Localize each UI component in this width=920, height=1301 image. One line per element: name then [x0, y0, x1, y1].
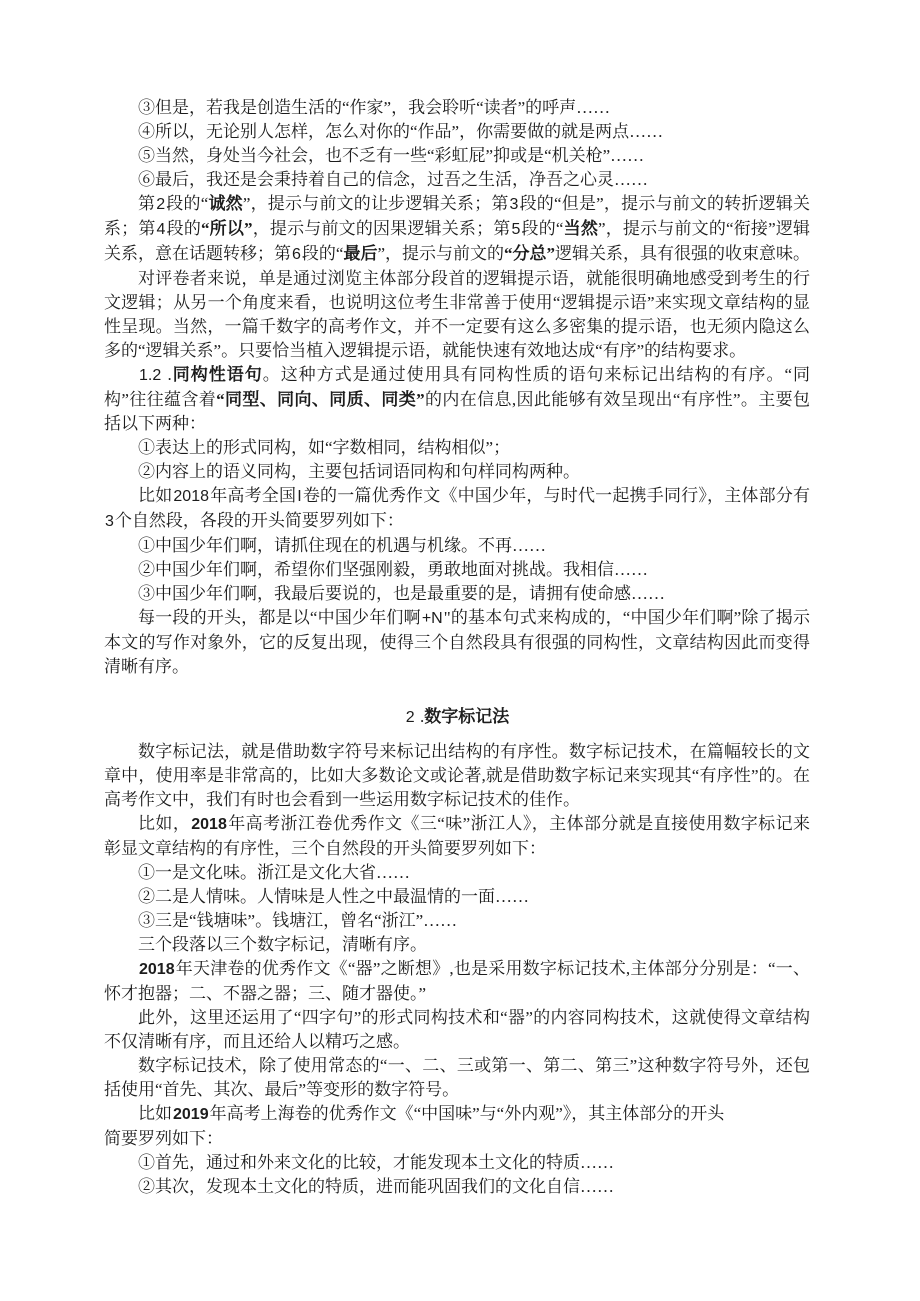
list-item [104, 1151, 810, 1175]
document-page [104, 96, 810, 1199]
text-run: ①一是文化味。浙江是文化大省…… [138, 863, 410, 882]
list-item [104, 861, 810, 885]
bold-text [138, 959, 176, 978]
list-item [104, 460, 810, 484]
list-item [104, 534, 810, 558]
text-run: 年高考浙江卷优秀作文《三“味”浙江人》，主体部分就是直接使用数字标记来彰显文章结构的有序性，三个自然段的开头简要罗列如下： [104, 814, 810, 858]
text-run: ”，提示与前文的 [377, 244, 504, 263]
text-run: 数字标记技术，除了使用常态的“一、二、三或第一、第二、第三”这种数字符号外，还包括使用“首先、其次、最后”等变形的数字符号。 [104, 1056, 810, 1099]
paragraph [104, 1127, 810, 1151]
paragraph [104, 1102, 810, 1127]
list-item [104, 168, 810, 192]
text-run: 逻辑关系，具有很强的收束意味。 [555, 244, 810, 263]
text-run: 比如 [138, 1104, 172, 1123]
list-item [104, 1175, 810, 1199]
document-body [104, 96, 810, 1199]
text-run: ②二是人情味。人情味是人性之中最温情的一面…… [138, 887, 529, 906]
list-item [104, 582, 810, 606]
latin-text: +N [421, 610, 443, 627]
paragraph [104, 484, 810, 534]
text-run: ②中国少年们啊，希望你们坚强刚毅，勇敢地面对挑战。我相信…… [138, 560, 648, 579]
text-run: 。这种方式是通过使用具有同构性质的语句来标记出结构的有序。“同构”往往蕴含着 [104, 365, 811, 409]
text-run: 此外，这里还运用了“四字句”的形式同构技术和“器”的内容同构技术，这就使得文章结构不仅清晰有序，而且还给人以精巧之感。 [104, 1008, 810, 1051]
list-item [104, 120, 810, 144]
latin-text: 2018 [191, 816, 227, 833]
text-run: 比如2018年高考全国I卷的一篇优秀作文《中国少年，与时代一起携手同行》，主体部分有3个自然段，各段的开头简要罗列如下： [105, 486, 811, 530]
text-run: ③中国少年们啊，我最后要说的，也是最重要的是，请拥有使命感…… [138, 584, 665, 603]
text-run: ，提示与前文的因果逻辑关系；第5段的“ [252, 219, 564, 238]
text-run: 数字标记法，就是借助数字符号来标记出结构的有序性。数字标记技术，在篇幅较长的文章中，使用率是非常高的，比如大多数论文或论著,就是借助数字标记来实现其“有序性”的。在高考作文中，我们有时也会看到一些运用数字标记技术的佳作。 [104, 742, 810, 809]
bold-text: 数字标记法 [424, 707, 510, 726]
bold-text [172, 1104, 210, 1123]
section-heading [104, 705, 810, 730]
list-item [104, 96, 810, 120]
latin-text: 2018 [173, 488, 209, 505]
text-run: 每一段的开头，都是以“中国少年们啊+N"的基本句式来构成的，“中国少年们啊”除了揭示本文的写作对象外，它的反复出现，使得三个自然段具有很强的同构性，文章结构因此而变得清晰有序。 [104, 608, 811, 676]
latin-text: 5 [511, 221, 521, 238]
text-run: 简要罗列如下： [104, 1129, 223, 1148]
paragraph [104, 957, 810, 1006]
text-run: ”，提示与前文的“衔接”逻辑关系，意在话题转移；第6段的“ [104, 219, 811, 263]
text-run: 第2段的“ [138, 194, 209, 213]
text-run: ①中国少年们啊，请抓住现在的机遇与机缘。不再…… [138, 536, 546, 555]
bold-text: 最后 [343, 244, 378, 263]
latin-text: 4 [156, 221, 166, 238]
latin-text: 6 [292, 246, 301, 263]
text-run: ⑥最后，我还是会秉持着自己的信念，过吾之生活，净吾之心灵…… [138, 170, 648, 189]
paragraph [104, 606, 810, 679]
bold-text: “分总” [504, 244, 555, 263]
latin-text: 3 [509, 196, 519, 213]
text-run: ③三是“钱塘味”。钱塘江，曾名“浙江”…… [138, 911, 458, 930]
text-run: 比如， [138, 814, 191, 833]
paragraph [104, 267, 810, 363]
paragraph [104, 192, 810, 267]
text-run: ⑤当然，身处当今社会，也不乏有一些“彩虹屁”抑或是“机关枪”…… [138, 146, 645, 165]
list-item [104, 558, 810, 582]
latin-text: 2018 [139, 961, 175, 978]
text-run: 系；第4段的 [104, 219, 201, 238]
paragraph [104, 1006, 810, 1054]
text-run: 三个段落以三个数字标记，清晰有序。 [138, 935, 427, 954]
text-run: ④所以，无论别人怎样，怎么对你的“作品”，你需要做的就是两点…… [138, 122, 664, 141]
latin-text: 2 [156, 196, 166, 213]
text-run: ②内容上的语义同构，主要包括词语同构和句样同构两种。 [138, 462, 580, 481]
latin-text: 2 [405, 709, 415, 726]
text-run: 2 . [405, 707, 425, 726]
list-item [104, 909, 810, 933]
paragraph [104, 812, 810, 861]
text-run: 的内在信息,因此能够有效呈现出“有序性”。主要包括以下两种： [104, 390, 811, 433]
text-run: 对评卷者来说，单是通过浏览主体部分段首的逻辑提示语，就能很明确地感受到考生的行文逻辑；从另一个角度来看，也说明这位考生非常善于使用“逻辑提示语”来实现文章结构的显性呈现。当然，一篇千数字的高考作文，并不一定要有这么多密集的提示语，也无须内隐这么多的“逻辑关系”。只要恰当植入逻辑提示语，就能快速有效地达成“有序”的结构要求。 [104, 269, 810, 360]
bold-text: “同型、同向、同质、同类” [216, 390, 425, 409]
bold-text [190, 814, 228, 833]
latin-text: 1.2 [139, 367, 162, 384]
latin-text: 2019 [173, 1106, 209, 1123]
text-run: ②其次，发现本土文化的特质，进而能巩固我们的文化自信…… [138, 1177, 614, 1196]
text-run: 年天津卷的优秀作文《“器”之断想》,也是采用数字标记技术,主体部分分别是：“一、怀才抱器；二、不器之器；三、随才器使。” [104, 959, 810, 1003]
bold-text: “所以” [201, 219, 253, 238]
bold-text: 同构性语句 [171, 365, 263, 384]
list-item [104, 933, 810, 957]
paragraph [104, 1054, 810, 1102]
text-run: ”，提示与前文的让步逻辑关系；第3段的“但是”，提示与前文的转折逻辑关 [242, 194, 811, 213]
latin-text: I [297, 488, 302, 505]
paragraph [104, 363, 810, 436]
list-item [104, 436, 810, 460]
paragraph [104, 740, 810, 812]
list-item [104, 885, 810, 909]
latin-text: 3 [105, 513, 114, 530]
text-run: ①表达上的形式同构，如“字数相同，结构相似”； [138, 438, 511, 457]
text-run: 1.2 . [139, 365, 172, 384]
text-run: ①首先，通过和外来文化的比较，才能发现本土文化的特质…… [138, 1153, 614, 1172]
list-item [104, 144, 810, 168]
bold-text: 当然 [563, 219, 599, 238]
text-run: ③但是，若我是创造生活的“作家”，我会聆听“读者”的呼声…… [138, 98, 611, 117]
text-run: 年高考上海卷的优秀作文《“中国味”与“外内观”》，其主体部分的开头 [209, 1104, 725, 1123]
bold-text: 诚然 [208, 194, 243, 213]
